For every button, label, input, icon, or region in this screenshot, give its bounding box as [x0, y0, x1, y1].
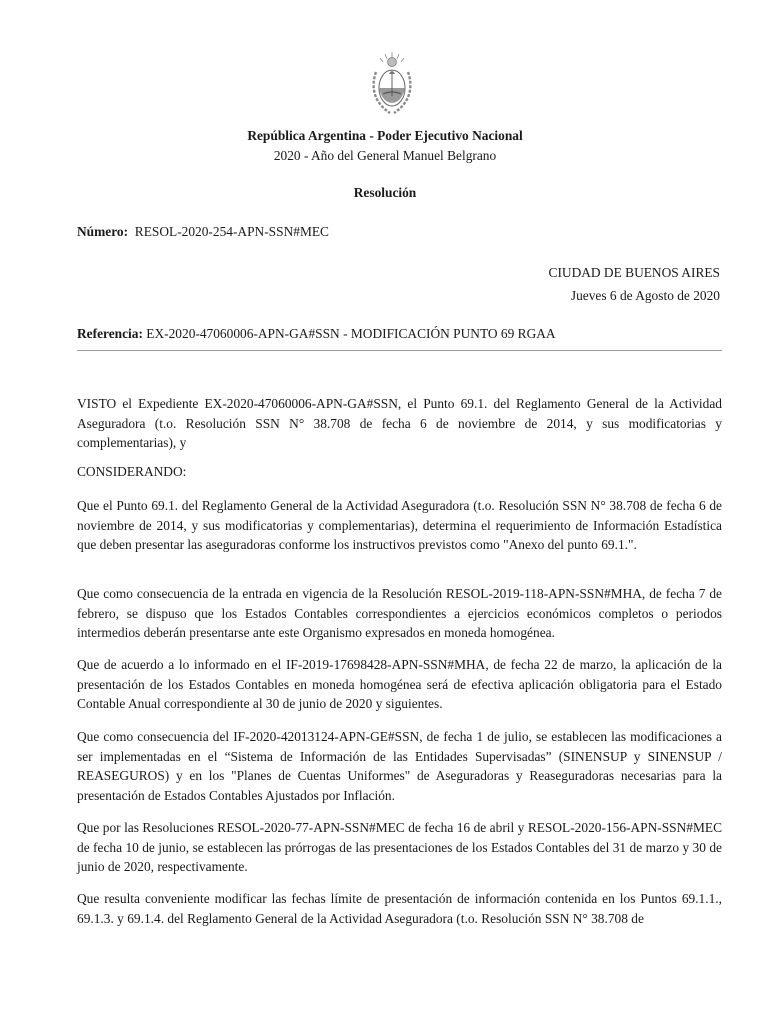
date: Jueves 6 de Agosto de 2020	[570, 288, 720, 303]
numero-line	[77, 224, 329, 240]
header-year-line: 2020 - Año del General Manuel Belgrano	[273, 148, 497, 163]
paragraph-6: Que resulta conveniente modificar las fechas límite de presentación de información contenida en los Puntos 69.1.1., 69.1.3. y 69.1.4. del Reglamento General de la Actividad Aseguradora (t.o. Resolución SSN N° 38.708 de	[77, 891, 722, 926]
divider	[77, 350, 722, 351]
document-type: Resolución	[353, 185, 417, 200]
coat-of-arms-icon	[370, 50, 414, 118]
referencia-label: Referencia:	[77, 326, 143, 341]
numero-label: Número:	[77, 224, 129, 239]
paragraph-5: Que por las Resoluciones RESOL-2020-77-APN-SSN#MEC de fecha 16 de abril y RESOL-2020-156-APN-SSN#MEC de fecha 10 de junio, se establecen las prórrogas de las presentaciones de los Estados Contables del 31 de marzo y 30 de junio de 2020, respectivamente.	[77, 820, 722, 874]
referencia-value: EX-2020-47060006-APN-GA#SSN - MODIFICACIÓN PUNTO 69 RGAA	[146, 326, 556, 341]
considerando-heading: CONSIDERANDO:	[77, 464, 187, 479]
paragraph-2: Que como consecuencia de la entrada en vigencia de la Resolución RESOL-2019-118-APN-SSN#MHA, de fecha 7 de febrero, se dispuso que los Estados Contables correspondientes a ejercicios económicos completos o periodos intermedios deberán presentarse ante este Organismo expresados en moneda homogénea.	[77, 586, 722, 640]
header-title: República Argentina - Poder Ejecutivo Nacional	[247, 128, 523, 143]
referencia-line	[77, 326, 556, 342]
paragraph-3: Que de acuerdo a lo informado en el IF-2019-17698428-APN-SSN#MHA, de fecha 22 de marzo, la aplicación de la presentación de los Estados Contables en moneda homogénea será de efectiva aplicación obligatoria para el Estado Contable Anual correspondiente al 30 de junio de 2020 y siguientes.	[77, 657, 722, 711]
paragraph-4: Que como consecuencia del IF-2020-42013124-APN-GE#SSN, de fecha 1 de julio, se establecen las modificaciones a ser implementadas en el “Sistema de Información de las Entidades Supervisadas” (SINENSUP y SINENSUP / REASEGUROS) y en los "Planes de Cuentas Uniformes" de Aseguradoras y Reaseguradoras necesarias para la presentación de Estados Contables Ajustados por Inflación.	[77, 729, 722, 803]
visto-paragraph: VISTO el Expediente EX-2020-47060006-APN-GA#SSN, el Punto 69.1. del Reglamento General de la Actividad Aseguradora (t.o. Resolución SSN N° 38.708 de fecha 6 de noviembre de 2014, y sus modificatorias y complementarias), y	[77, 396, 722, 450]
place: CIUDAD DE BUENOS AIRES	[548, 265, 720, 280]
numero-value: RESOL-2020-254-APN-SSN#MEC	[134, 224, 329, 239]
paragraph-1: Que el Punto 69.1. del Reglamento General de la Actividad Aseguradora (t.o. Resolución SSN N° 38.708 de fecha 6 de noviembre de 2014, y sus modificatorias y complementarias), determina el requerimiento de Información Estadística que deben presentar las aseguradoras conforme los instructivos previstos como "Anexo del punto 69.1.".	[77, 498, 722, 552]
